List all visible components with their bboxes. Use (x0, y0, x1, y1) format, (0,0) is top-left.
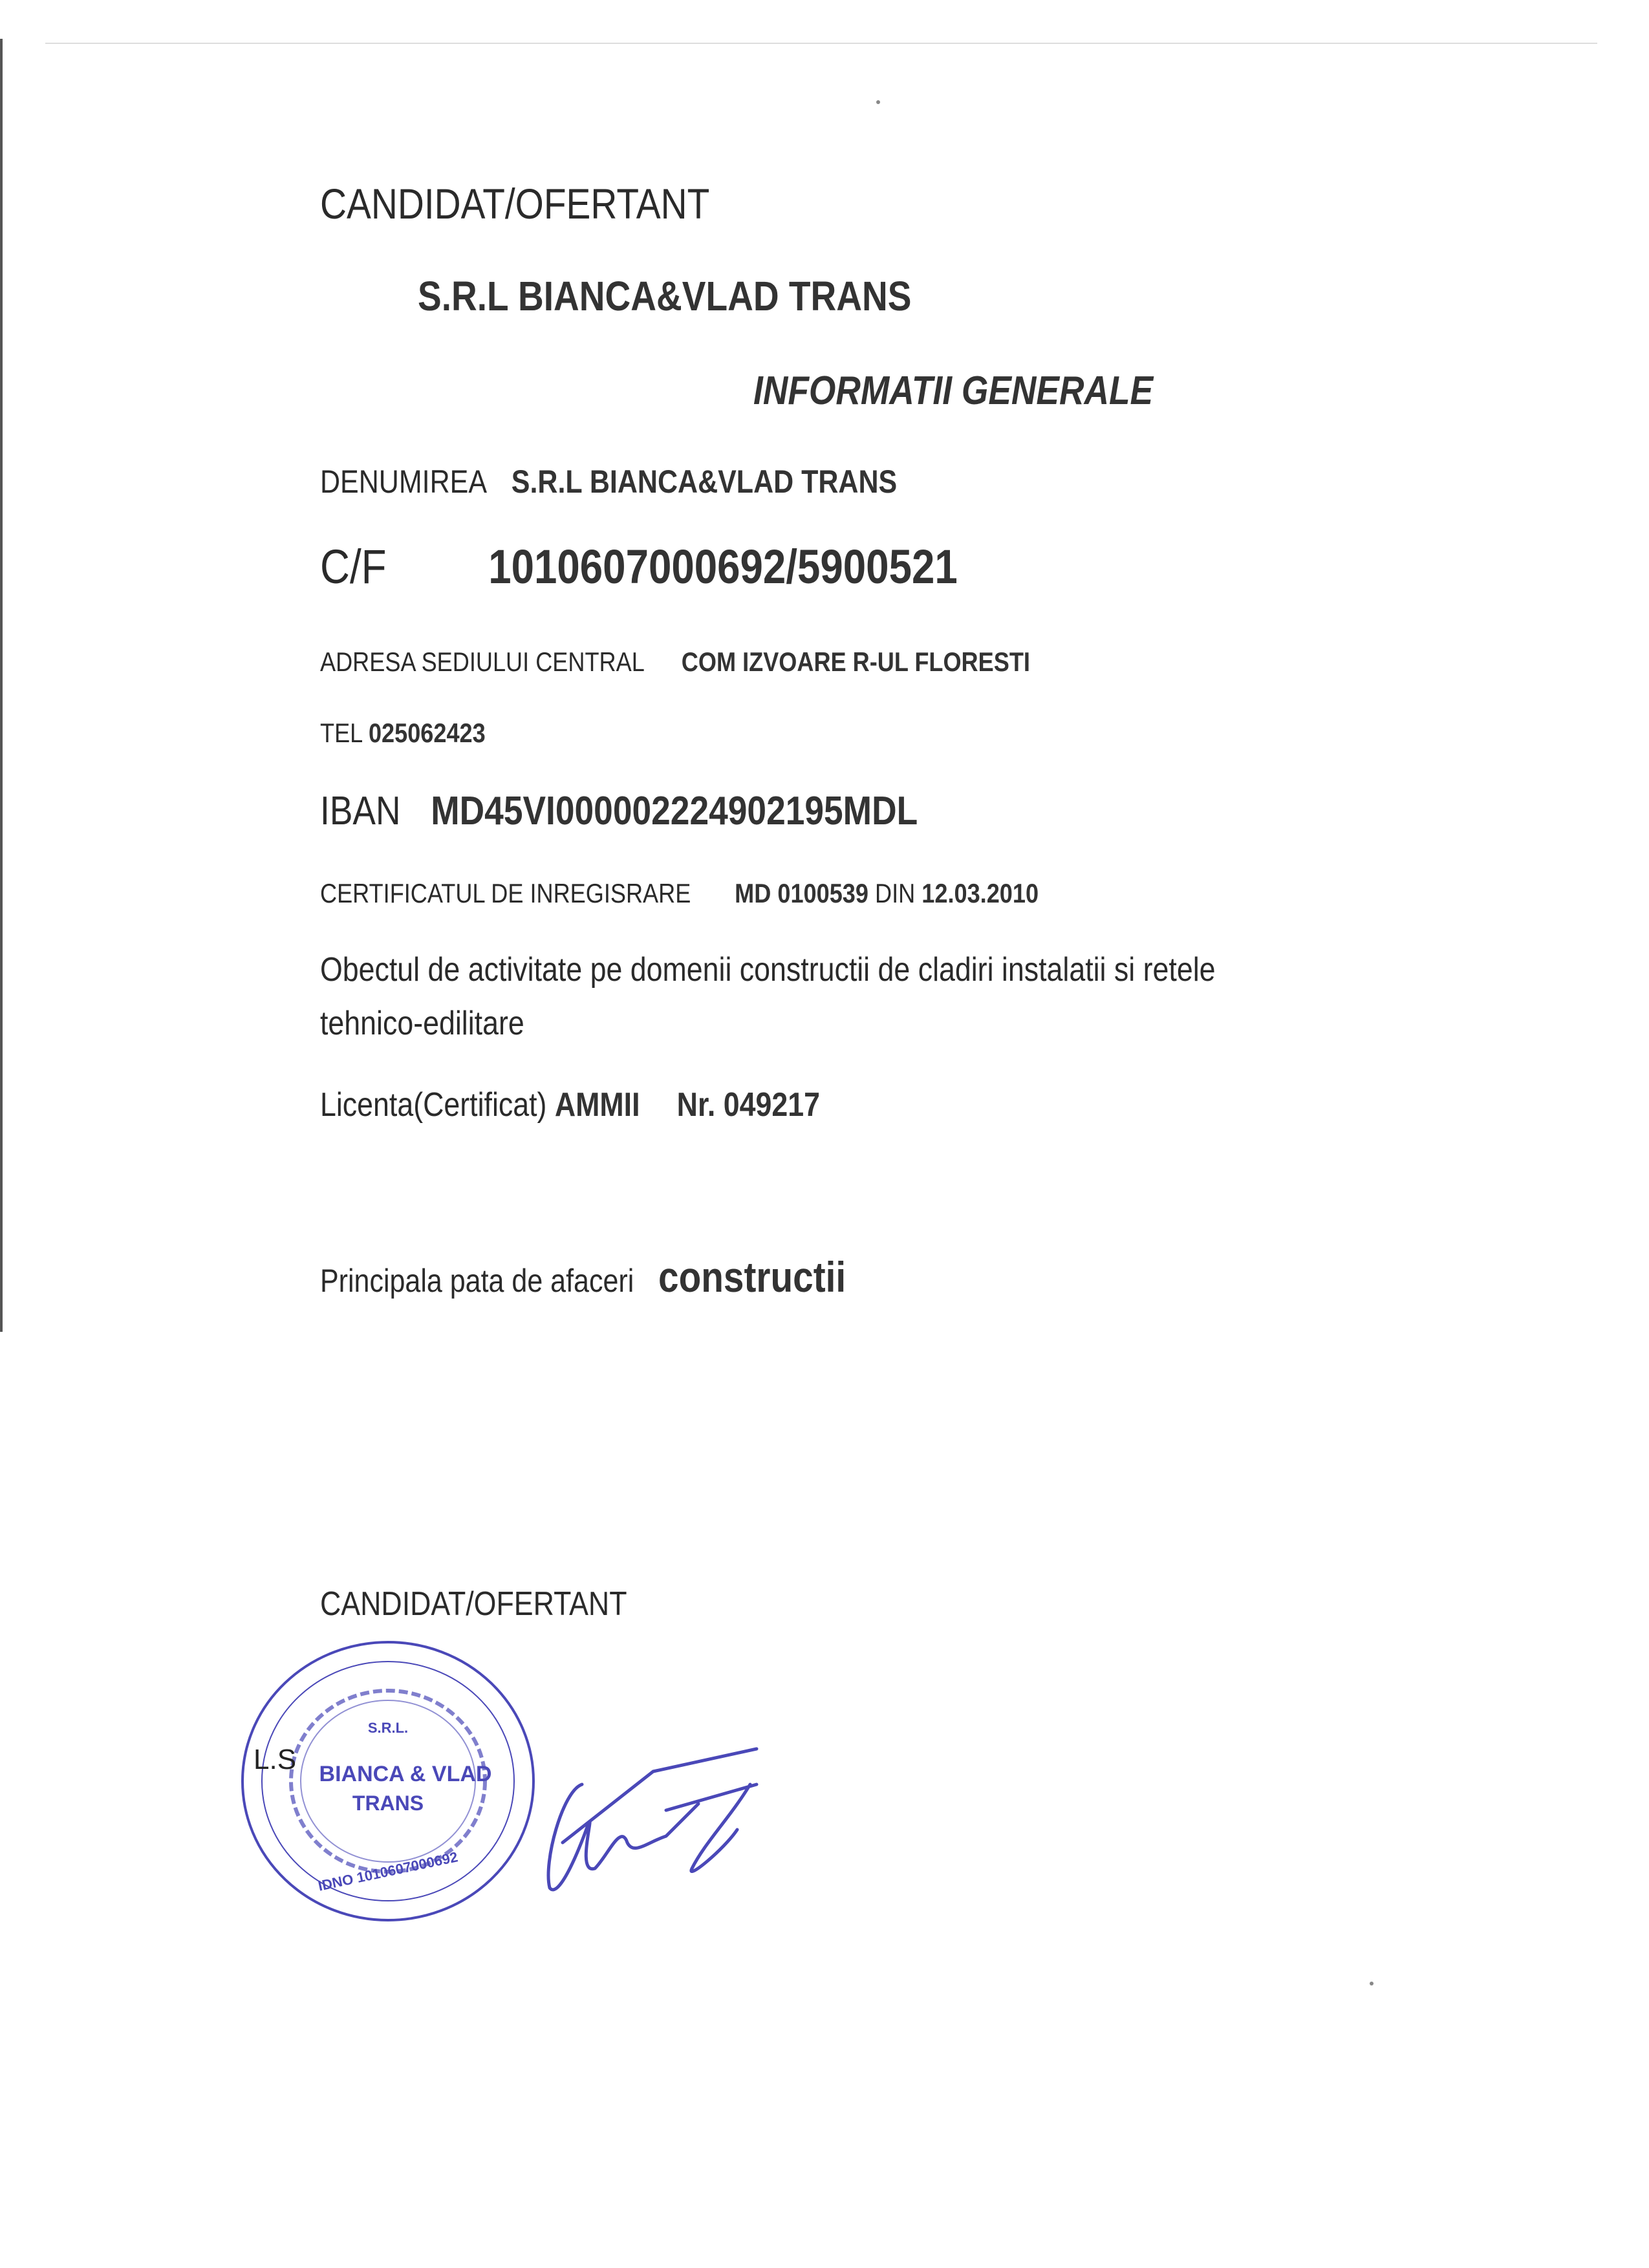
principala-label: Principala pata de afaceri (320, 1263, 634, 1299)
obiect-line-1: Obectul de activitate pe domenii constructii de cladiri instalatii si retele (320, 951, 1216, 989)
scan-speck (1370, 1982, 1374, 1985)
iban-row (320, 791, 918, 831)
denumirea-row (320, 465, 897, 498)
tel-value: 025062423 (368, 718, 486, 748)
scan-edge-top (45, 43, 1597, 44)
company-title: S.R.L BIANCA&VLAD TRANS (418, 273, 912, 319)
adresa-label: ADRESA SEDIULUI CENTRAL (320, 647, 645, 677)
adresa-value: COM IZVOARE R-UL FLORESTI (681, 647, 1030, 677)
section-title: INFORMATII GENERALE (753, 369, 1154, 413)
licenta-number: Nr. 049217 (676, 1086, 820, 1124)
iban-value: MD45VI000002224902195MDL (431, 789, 918, 833)
cf-label: C/F (320, 540, 387, 594)
licenta-issuer: AMMII (554, 1086, 640, 1124)
stamp-name: BIANCA & VLAD (319, 1762, 492, 1786)
adresa-row (320, 648, 1030, 676)
licenta-row (320, 1088, 820, 1122)
certificat-date: 12.03.2010 (921, 878, 1039, 908)
stamp-name-2: TRANS (352, 1792, 424, 1815)
tel-row (320, 720, 486, 747)
scan-edge-left (0, 39, 3, 1332)
certificat-din: DIN (875, 878, 916, 908)
principala-value: constructii (658, 1253, 846, 1301)
denumirea-label: DENUMIREA (320, 464, 488, 500)
denumirea-value: S.R.L BIANCA&VLAD TRANS (511, 464, 898, 500)
cf-value: 1010607000692/5900521 (488, 540, 958, 594)
principala-row (320, 1253, 846, 1301)
company-stamp (236, 1636, 540, 1927)
iban-label: IBAN (320, 789, 401, 833)
obiect-line-2: tehnico-edilitare (320, 1005, 524, 1042)
handwritten-signature (537, 1746, 782, 1901)
candidate-heading: CANDIDAT/OFERTANT (320, 180, 710, 228)
scan-speck (876, 100, 880, 104)
stamp-idno: IDNO 1010607000692 (316, 1848, 460, 1894)
tel-label: TEL (320, 718, 362, 748)
certificat-row (320, 880, 1039, 907)
cf-row (320, 540, 958, 594)
candidate-footer-label: CANDIDAT/OFERTANT (320, 1585, 627, 1623)
certificat-label: CERTIFICATUL DE INREGISRARE (320, 878, 691, 908)
ls-mark: L.S (253, 1744, 297, 1775)
stamp-srl: S.R.L. (367, 1720, 409, 1736)
certificat-number: MD 0100539 (735, 878, 868, 908)
licenta-label: Licenta(Certificat) (320, 1086, 547, 1124)
